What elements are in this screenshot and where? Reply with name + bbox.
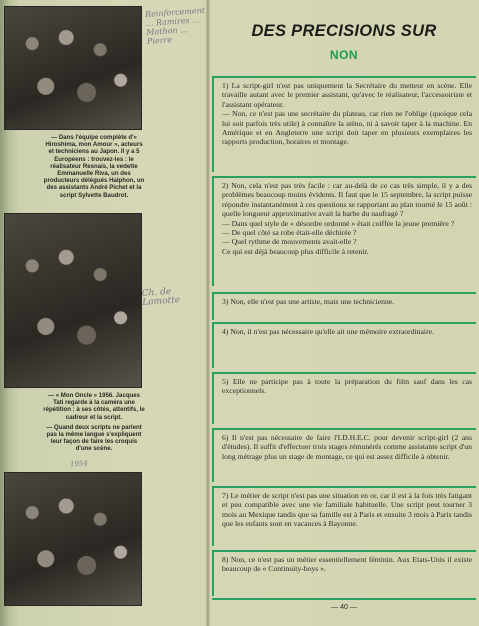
handwritten-note-top: Reinforcement ... Ramires ... Mathon ... Pierre [144, 5, 206, 46]
caption-paragraph: — « Mon Oncle » 1956. Jacques Tati regarde à la caméra une répétition : à ses côtés, attentifs, le cadreur et la script. [43, 392, 145, 421]
section-paragraph: 2) Non, cela n'est pas très facile : car au-delà de ce cas très simple, il y a des problèmes beaucoup moins évidents. Il faut que le 15 septembre, la script puisse répondre instantanément à ces questions se rapportant au plan tourné le 15 août : quelle longueur approximative avait la barbe du naufragé ? [222, 181, 472, 219]
section-3 [212, 292, 476, 320]
handwritten-note-lower: 1954 [69, 459, 89, 469]
section-6 [212, 428, 476, 482]
section-paragraph: Ce qui est déjà beaucoup plus difficile à retenir. [222, 246, 369, 256]
section-7 [212, 486, 476, 546]
page-number: — 40 — [331, 604, 357, 611]
section-paragraph: 3) Non, elle n'est pas une artiste, mais une technicienne. [222, 297, 395, 306]
caption-paragraph: — Quand deux scripts ne parlent pas la même langue s'expliquent leur façon de faire les croquis d'une scène. [46, 423, 142, 453]
article-column [209, 0, 479, 626]
photo-hiroshima-crew [4, 6, 142, 130]
section-4 [212, 322, 476, 368]
section-5 [212, 372, 476, 424]
section-paragraph: 8) Non, ce n'est pas un métier essentiellement féminin. Aux Etats-Unis il existe beaucoup de « Continuity-boys ». [222, 555, 472, 574]
section-paragraph: 6) Il n'est pas nécessaire de faire l'I.D.H.E.C. pour devenir script-girl (2 ans d'études). Il suffit d'effectuer trois stages rémunérés comme assistante script d'un long métrage plus un stage de montage, ce qui est assez difficile à obtenir. [222, 433, 472, 461]
section-paragraph: — Quel rythme de mouvements avait-elle ? [222, 237, 357, 247]
section-paragraph: — De quel côté sa robe était-elle déchirée ? [222, 228, 357, 238]
section-paragraph: 7) Le métier de script n'est pas une situation en or, car il est à la fois très fatigant et peu compatible avec une vie familiale habituelle. Une script peut tourner 3 mois au Mexique tandis que sa famille est à Paris et ensuite 3 mois à Paris tandis que les enfants sont en vacances à Bayonne. [222, 491, 472, 529]
photo-scripts-sketch [4, 472, 142, 606]
handwritten-note-middle: Ch. de Lamotte [141, 286, 181, 308]
section-1 [212, 76, 476, 172]
section-paragraph: — Dans quel style de « désordre ordonné » était coiffée la jeune première ? [222, 218, 455, 228]
article-subtitle: NON [329, 48, 359, 62]
caption-mon-oncle [42, 392, 146, 456]
photo-column [0, 0, 208, 626]
article-title: DES PRECISIONS SUR [251, 22, 437, 40]
caption-hiroshima [42, 134, 146, 202]
photo-mon-oncle-set [4, 213, 142, 388]
section-2 [212, 176, 476, 286]
section-8 [212, 550, 476, 596]
section-paragraph: 5) Elle ne participe pas à toute la préparation du film sauf dans les cas exceptionnels. [222, 377, 472, 396]
section-paragraph: 1) La script-girl n'est pas uniquement la Secrétaire du metteur en scène. Elle travaille autant avec le premier assistant, qu'avec le réalisateur, l'accessoiriste et l'assistant opérateur. [222, 81, 472, 109]
section-paragraph: 4) Non, il n'est pas nécessaire qu'elle ait une mémoire extraordinaire. [222, 327, 434, 336]
caption-paragraph: — Dans l'équipe complète d'« Hiroshima, mon Amour », acteurs et techniciens au Japon. Il y a 5 Européens : trouvez-les : le réalisateur Resnais, la vedette Emmanuelle Riva, un des producteurs délégués Halphon, un des assistants André Pichet et la script Sylvette Baudrot. [43, 134, 145, 199]
bottom-rule [212, 598, 476, 600]
section-paragraph: — Non, ce n'est pas une secrétaire du plateau, car rien ne l'oblige (quoique cela lui soit parfois très utile) à connaître la sténo, ni à savoir taper à la machine. En Amérique et en Angleterre une script doit taper en plusieurs exemplaires les rapports production, horaires et montage. [222, 109, 472, 147]
